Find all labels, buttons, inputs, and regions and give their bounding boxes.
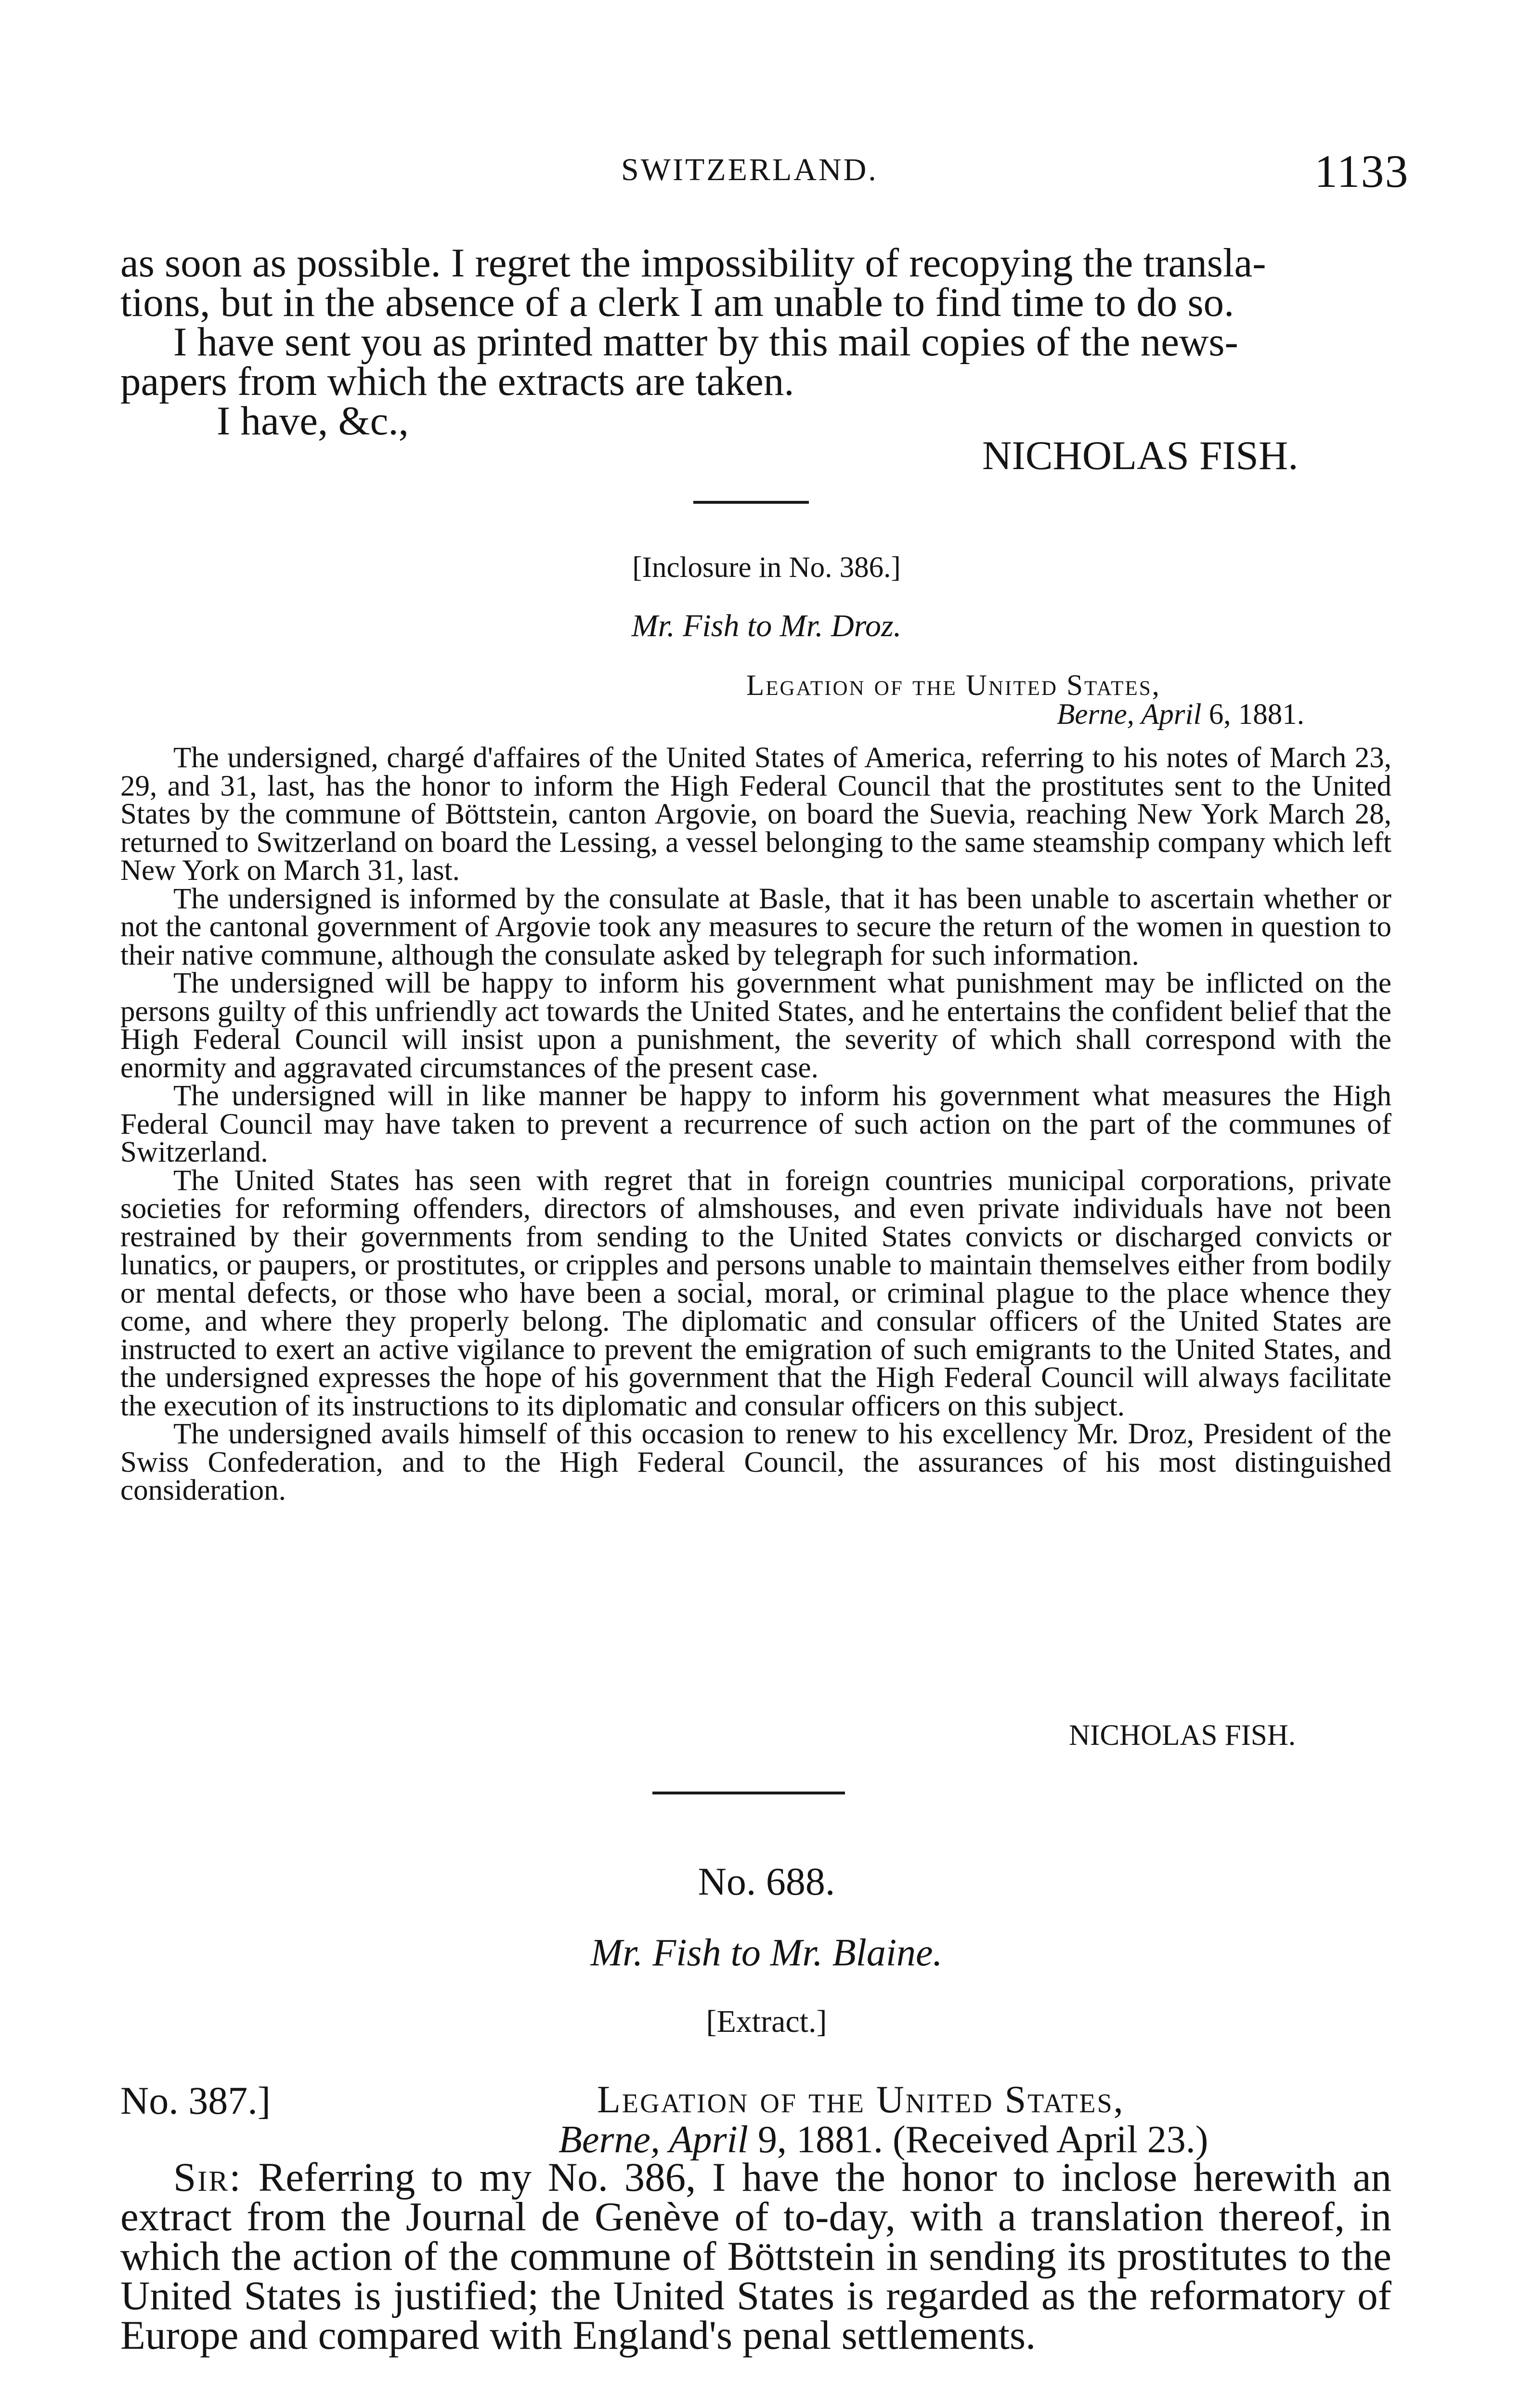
letter-title: Mr. Fish to Mr. Blaine. — [590, 1932, 943, 1974]
closing-phrase: I have, &c., — [217, 398, 409, 444]
inclosure-date-rest: 6, 1881. — [1208, 698, 1304, 731]
letter-date-place: Berne, April — [559, 2119, 749, 2161]
continuation-line-2: tions, but in the absence of a clerk I am unable to find time to do so. — [120, 280, 1234, 325]
reference-number: No. 387.] — [120, 2079, 271, 2122]
inclosure-paragraph-3: The undersigned will be happy to inform his government what punishment may be inflicted on the persons guilty of this unfriendly act towards the United States, and he entertains the confident belief that the High Federal Council will insist upon a punishment, the severity of which shall correspond with the enormity and aggravated circumstances of the present case. — [120, 967, 1391, 1084]
inclosure-date-place: Berne, April — [1057, 698, 1202, 731]
letter-paragraph — [120, 2155, 1392, 2358]
signature-top: NICHOLAS FISH. — [982, 433, 1299, 478]
inclosure-label: [Inclosure in No. 386.] — [632, 551, 901, 584]
letter-date-rest: 9, 1881. (Received April 23.) — [758, 2119, 1208, 2161]
inclosure-paragraph-1: The undersigned, chargé d'affaires of the United States of America, referring to his notes of March 23, 29, and 31, last, has the honor to inform the High Federal Council that the prostitutes sent to the United States by the commune of Böttstein, canton Argovie, on board the Suevia, reaching New York March 28, returned to Switzerland on board the Lessing, a vessel belonging to the same steamship company which left New York on March 31, last. — [120, 742, 1391, 887]
continuation-text — [120, 240, 1391, 444]
inclosure-paragraph-4: The undersigned will in like manner be happy to inform his government what measures the High Federal Council may have taken to prevent a recurrence of such action on the part of the communes of Switzerland. — [120, 1080, 1391, 1168]
inclosure-paragraph-6: The undersigned avails himself of this occasion to renew to his excellency Mr. Droz, President of the Swiss Confederation, and to the High Federal Council, the assurances of his most distinguished consideration. — [120, 1418, 1391, 1506]
newspapers-line-2: papers from which the extracts are taken. — [120, 359, 794, 404]
divider-rule — [693, 501, 809, 504]
extract-label: [Extract.] — [706, 2004, 827, 2039]
letter-body-text: Referring to my No. 386, I have the honor to inclose herewith an extract from the Journal de Genève of to-day, with a translation thereof, in which the action of the commune of Böttstein in sending its prostitutes to the United States is justified; the United States is regarded as the reformatory of Europe and compared with England's penal settlements. — [120, 2155, 1392, 2358]
inclosure-dateline-place: Legation of the United States, — [746, 669, 1161, 702]
inclosure-paragraph-5: The United States has seen with regret that in foreign countries municipal corporations, private societies for reforming offenders, directors of almshouses, and even private individuals have not been restrained by their governments from sending to the United States convicts or discharged convicts or lunatics, or paupers, or prostitutes, or cripples and persons unable to maintain themselves either from bodily or mental defects, or those who have been a social, moral, or criminal plague to the place whence they come, and where they properly belong. The diplomatic and consular officers of the United States are instructed to exert an active vigilance to prevent the emigration of such emigrants to the United States, and the undersigned expresses the hope of his government that the High Federal Council will always facilitate the execution of its instructions to its diplomatic and consular officers on this subject. — [120, 1164, 1391, 1422]
running-title: SWITZERLAND. — [621, 152, 878, 187]
inclosure-body — [120, 744, 1391, 1505]
letter-body — [120, 2155, 1392, 2358]
continuation-line-1: as soon as possible. I regret the impossibility of recopying the transla- — [120, 240, 1266, 286]
salutation: Sir: — [173, 2155, 242, 2200]
inclosure-title: Mr. Fish to Mr. Droz. — [631, 608, 902, 643]
letter-number: No. 688. — [698, 1859, 835, 1903]
page-number: 1133 — [1314, 145, 1409, 197]
letter-dateline-place: Legation of the United States, — [597, 2079, 1125, 2121]
inclosure-dateline-date — [1057, 698, 1304, 731]
inclosure-signature: NICHOLAS FISH. — [1069, 1719, 1296, 1752]
divider-rule-2 — [652, 1792, 845, 1794]
inclosure-paragraph-2: The undersigned is informed by the consulate at Basle, that it has been unable to ascertain whether or not the cantonal government of Argovie took any measures to secure the return of the women in question to their native commune, although the consulate asked by telegraph for such information. — [120, 882, 1391, 971]
newspapers-line-1: I have sent you as printed matter by this mail copies of the news- — [173, 319, 1238, 365]
